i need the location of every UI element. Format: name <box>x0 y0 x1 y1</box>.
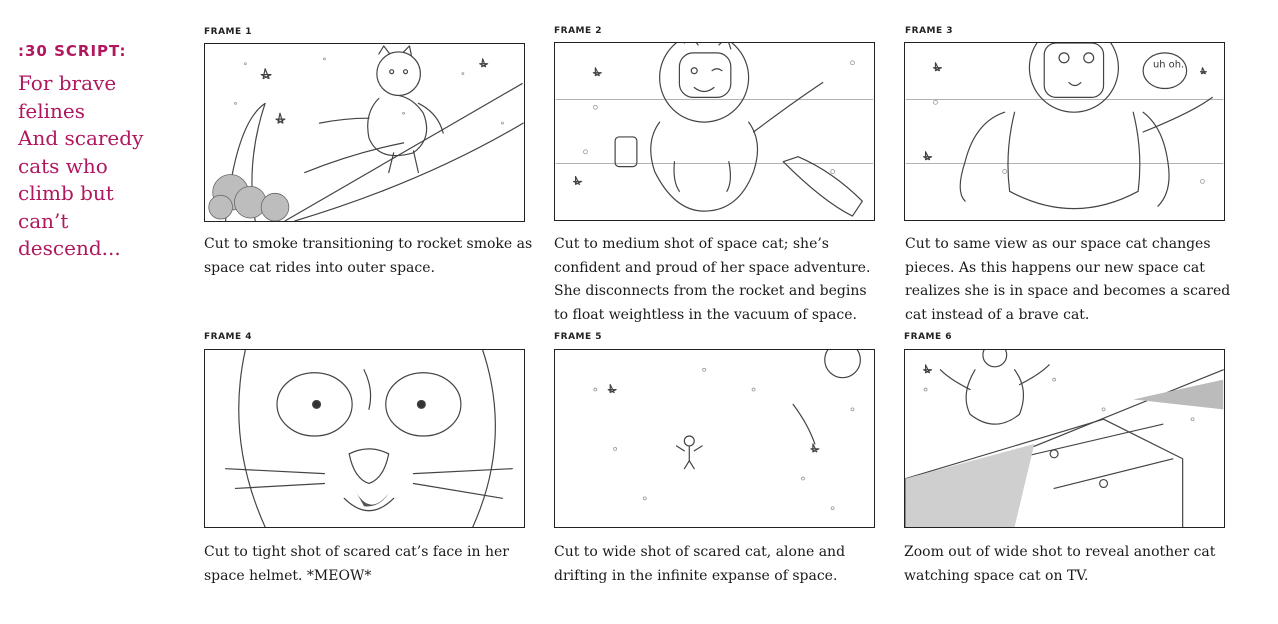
frame-6-sketch <box>905 350 1224 527</box>
frame-3-panel <box>904 42 1225 221</box>
frame-1-panel <box>204 43 525 222</box>
frame-4-label: FRAME 4 <box>204 332 253 342</box>
script-label: :30 SCRIPT: <box>18 42 127 60</box>
frame-5-caption: Cut to wide shot of scared cat, alone and drifting in the infinite expanse of space. <box>554 544 846 584</box>
frame-3-bubble-text: uh oh. <box>1153 59 1185 71</box>
frame-2-sketch <box>555 43 874 220</box>
frame-1-caption: Cut to smoke transitioning to rocket smoke as space cat rides into outer space. <box>204 236 533 276</box>
script-text: For brave felines And scaredy cats who climb but can’t descend... <box>18 71 144 260</box>
frame-4-caption: Cut to tight shot of scared cat’s face in her space helmet. *MEOW* <box>204 544 509 584</box>
frame-6-caption: Zoom out of wide shot to reveal another cat watching space cat on TV. <box>904 544 1216 584</box>
frame-5-panel <box>554 349 875 528</box>
frame-2-caption: Cut to medium shot of space cat; she’s confident and proud of her space adventure. She disconnects from the rocket and begins to float weightless in the vacuum of space. <box>554 236 871 323</box>
frame-4-panel <box>204 349 525 528</box>
frame-1-label: FRAME 1 <box>204 27 253 37</box>
frame-2-label: FRAME 2 <box>554 26 603 36</box>
frame-6-label: FRAME 6 <box>904 332 953 342</box>
frame-5-sketch <box>555 350 874 527</box>
frame-2-panel <box>554 42 875 221</box>
frame-3-caption: Cut to same view as our space cat changes pieces. As this happens our new space cat realizes she is in space and becomes a scared cat instead of a brave cat. <box>905 236 1231 323</box>
frame-4-sketch <box>205 350 524 527</box>
frame-1-sketch <box>205 44 524 221</box>
frame-3-sketch <box>905 43 1224 220</box>
frame-5-label: FRAME 5 <box>554 332 603 342</box>
frame-6-panel <box>904 349 1225 528</box>
frame-3-label: FRAME 3 <box>905 26 954 36</box>
